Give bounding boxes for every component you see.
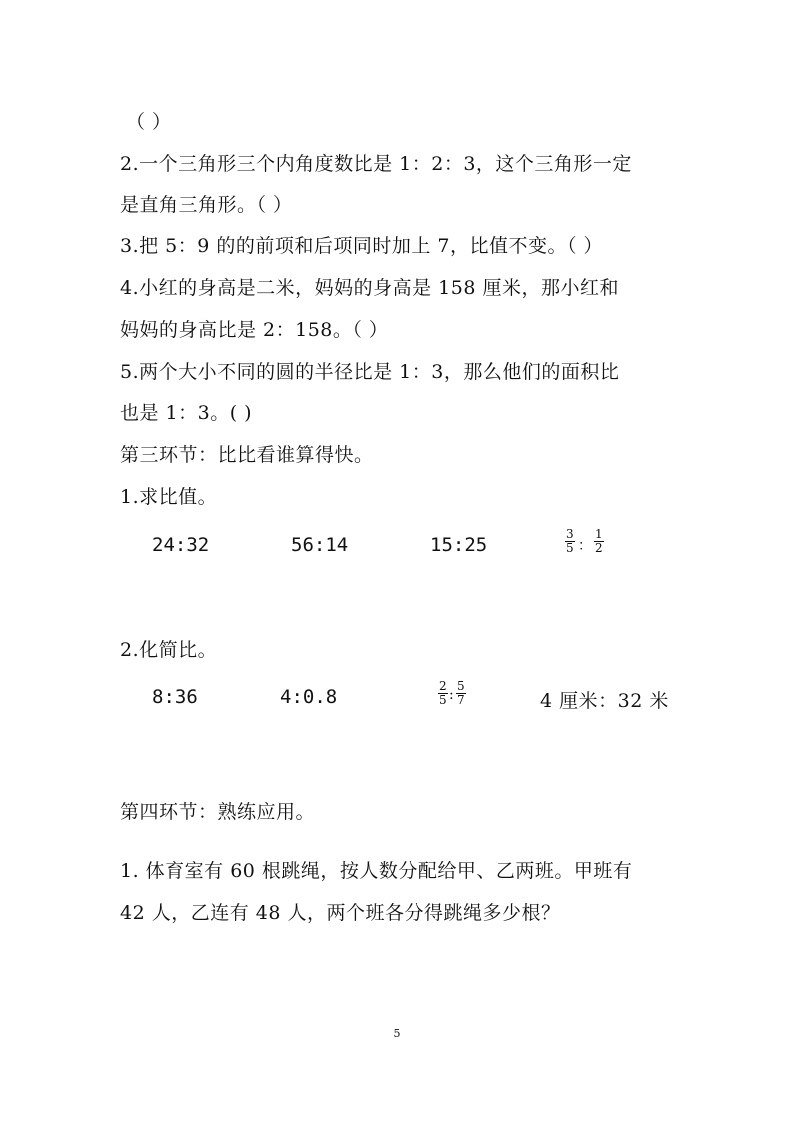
simplify-fraction-2: $\frac{5}{7}$ (457, 679, 465, 707)
ratio-fraction-1: $\frac{3}{5}$ (566, 527, 574, 555)
task-1-heading: 1.求比值。 (120, 486, 218, 508)
question-4-line-1: 4.小红的身高是二米，妈妈的身高是 158 厘米，那小红和 (120, 277, 619, 299)
problem-1-line-1: 1. 体育室有 60 根跳绳，按人数分配给甲、乙两班。甲班有 (120, 860, 633, 882)
simplify-expr-1: 8:36 (152, 686, 198, 708)
section-3-heading: 第三环节：比比看谁算得快。 (120, 444, 374, 466)
simplify-fraction-sep: : (449, 687, 454, 703)
ratio-fraction-2: $\frac{1}{2}$ (595, 527, 603, 555)
line-blank-paren: （ ） (126, 111, 172, 133)
question-5-line-1: 5.两个大小不同的圆的半径比是 1：3，那么他们的面积比 (120, 361, 620, 383)
question-3: 3.把 5：9 的的前项和后项同时加上 7，比值不变。（ ） (120, 235, 604, 257)
ratio-expr-1: 24:32 (152, 534, 210, 556)
question-2-line-2: 是直角三角形。（ ） (120, 194, 293, 216)
simplify-expr-4: 4 厘米：32 米 (540, 690, 669, 712)
section-4-heading: 第四环节：熟练应用。 (120, 801, 316, 823)
problem-1-line-2: 42 人，乙连有 48 人，两个班各分得跳绳多少根？ (120, 902, 561, 924)
ratio-expr-3: 15:25 (430, 534, 488, 556)
ratio-expr-2: 56:14 (291, 534, 349, 556)
ratio-fraction-sep: ： (578, 538, 592, 554)
task-2-heading: 2.化简比。 (120, 639, 218, 661)
page-number: 5 (393, 1027, 401, 1040)
simplify-expr-2: 4:0.8 (280, 686, 338, 708)
question-4-line-2: 妈妈的身高比是 2：158。（ ） (120, 319, 389, 341)
question-2-line-1: 2.一个三角形三个内角度数比是 1：2：3，这个三角形一定 (120, 153, 632, 175)
question-5-line-2: 也是 1：3。( ) (120, 402, 253, 424)
simplify-fraction-1: $\frac{2}{5}$ (439, 679, 447, 707)
